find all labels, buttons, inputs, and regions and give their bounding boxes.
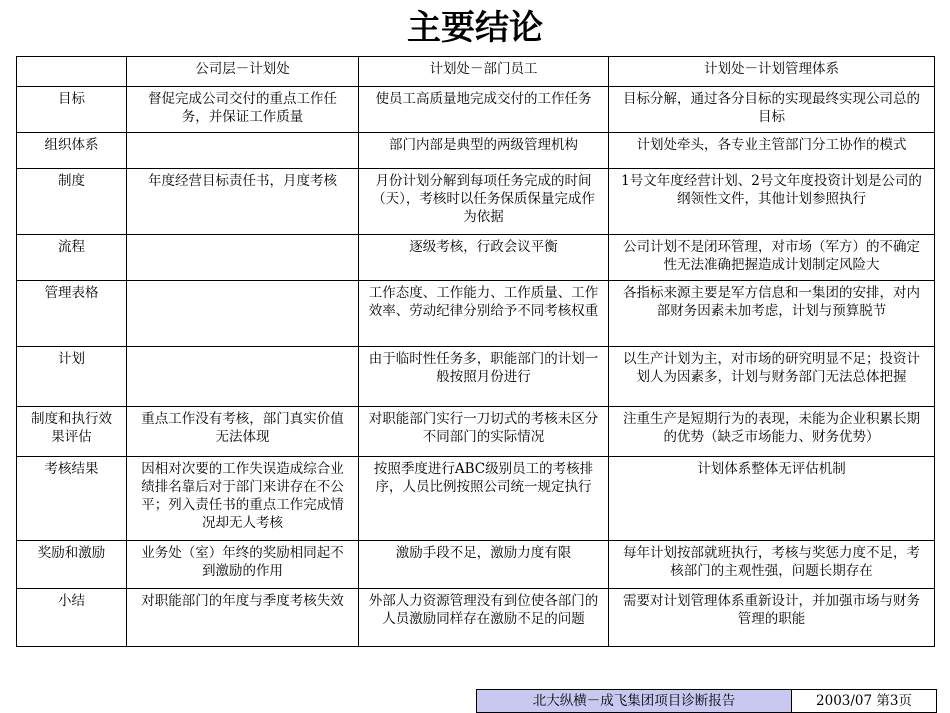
header-cell-blank [17,57,127,87]
table-row [17,407,935,457]
table-cell [127,133,359,169]
table-cell: 1号文年度经营计划、2号文年度投资计划是公司的纲领性文件，其他计划参照执行 [609,169,935,235]
table-cell: 月份计划分解到每项任务完成的时间（天），考核时以任务保质保量完成作为依据 [359,169,609,235]
table-cell: 各指标来源主要是军方信息和一集团的安排，对内部财务因素未加考虑，计划与预算脱节 [609,281,935,347]
table-row [17,457,935,541]
table-cell: 对职能部门的年度与季度考核失效 [127,589,359,647]
table-cell [127,281,359,347]
row-label: 计划 [17,347,127,407]
table-cell: 公司计划不是闭环管理，对市场（军方）的不确定性无法准确把握造成计划制定风险大 [609,235,935,281]
row-label: 组织体系 [17,133,127,169]
table-cell: 逐级考核，行政会议平衡 [359,235,609,281]
row-label: 目标 [17,87,127,133]
page-title: 主要结论 [407,8,543,48]
table-cell [127,347,359,407]
table-cell: 对职能部门实行一刀切式的考核未区分不同部门的实际情况 [359,407,609,457]
table-cell: 年度经营目标责任书，月度考核 [127,169,359,235]
table-row [17,169,935,235]
footer [476,689,937,713]
table-row [17,133,935,169]
header-cell-company-planning: 公司层－计划处 [127,57,359,87]
table-cell: 计划体系整体无评估机制 [609,457,935,541]
table-cell: 每年计划按部就班执行，考核与奖惩力度不足，考核部门的主观性强，问题长期存在 [609,541,935,589]
table-cell [127,235,359,281]
header-cell-planning-system: 计划处－计划管理体系 [609,57,935,87]
row-label: 考核结果 [17,457,127,541]
table-cell: 目标分解，通过各分目标的实现最终实现公司总的目标 [609,87,935,133]
conclusion-table [16,56,935,647]
table-cell: 由于临时性任务多，职能部门的计划一般按照月份进行 [359,347,609,407]
table-row [17,87,935,133]
row-label: 制度 [17,169,127,235]
table-row [17,281,935,347]
table-row [17,235,935,281]
row-label: 流程 [17,235,127,281]
row-label: 小结 [17,589,127,647]
table-cell: 使员工高质量地完成交付的工作任务 [359,87,609,133]
table-cell: 外部人力资源管理没有到位使各部门的人员激励同样存在激励不足的问题 [359,589,609,647]
footer-project-name: 北大纵横－成飞集团项目诊断报告 [476,689,792,713]
row-label: 管理表格 [17,281,127,347]
table-cell: 业务处（室）年终的奖励相同起不到激励的作用 [127,541,359,589]
row-label: 制度和执行效果评估 [17,407,127,457]
table-cell: 按照季度进行ABC级别员工的考核排序，人员比例按照公司统一规定执行 [359,457,609,541]
table-cell: 激励手段不足，激励力度有限 [359,541,609,589]
table-row [17,347,935,407]
table-cell: 计划处牵头，各专业主管部门分工协作的模式 [609,133,935,169]
header-row [17,57,935,87]
table-cell: 因相对次要的工作失误造成综合业绩排名靠后对于部门来讲存在不公平；列入责任书的重点工作完成情况却无人考核 [127,457,359,541]
table-cell: 以生产计划为主，对市场的研究明显不足；投资计划人为因素多，计划与财务部门无法总体把握 [609,347,935,407]
table-row [17,589,935,647]
table-cell: 注重生产是短期行为的表现，未能为企业积累长期的优势（缺乏市场能力、财务优势） [609,407,935,457]
table-cell: 需要对计划管理体系重新设计，并加强市场与财务管理的职能 [609,589,935,647]
table-cell: 督促完成公司交付的重点工作任务，并保证工作质量 [127,87,359,133]
table-cell: 工作态度、工作能力、工作质量、工作效率、劳动纪律分别给予不同考核权重 [359,281,609,347]
header-cell-planning-staff: 计划处－部门员工 [359,57,609,87]
row-label: 奖励和激励 [17,541,127,589]
table-cell: 部门内部是典型的两级管理机构 [359,133,609,169]
table-cell: 重点工作没有考核，部门真实价值无法体现 [127,407,359,457]
footer-date-page: 2003/07 第3页 [792,689,937,713]
table-row [17,541,935,589]
